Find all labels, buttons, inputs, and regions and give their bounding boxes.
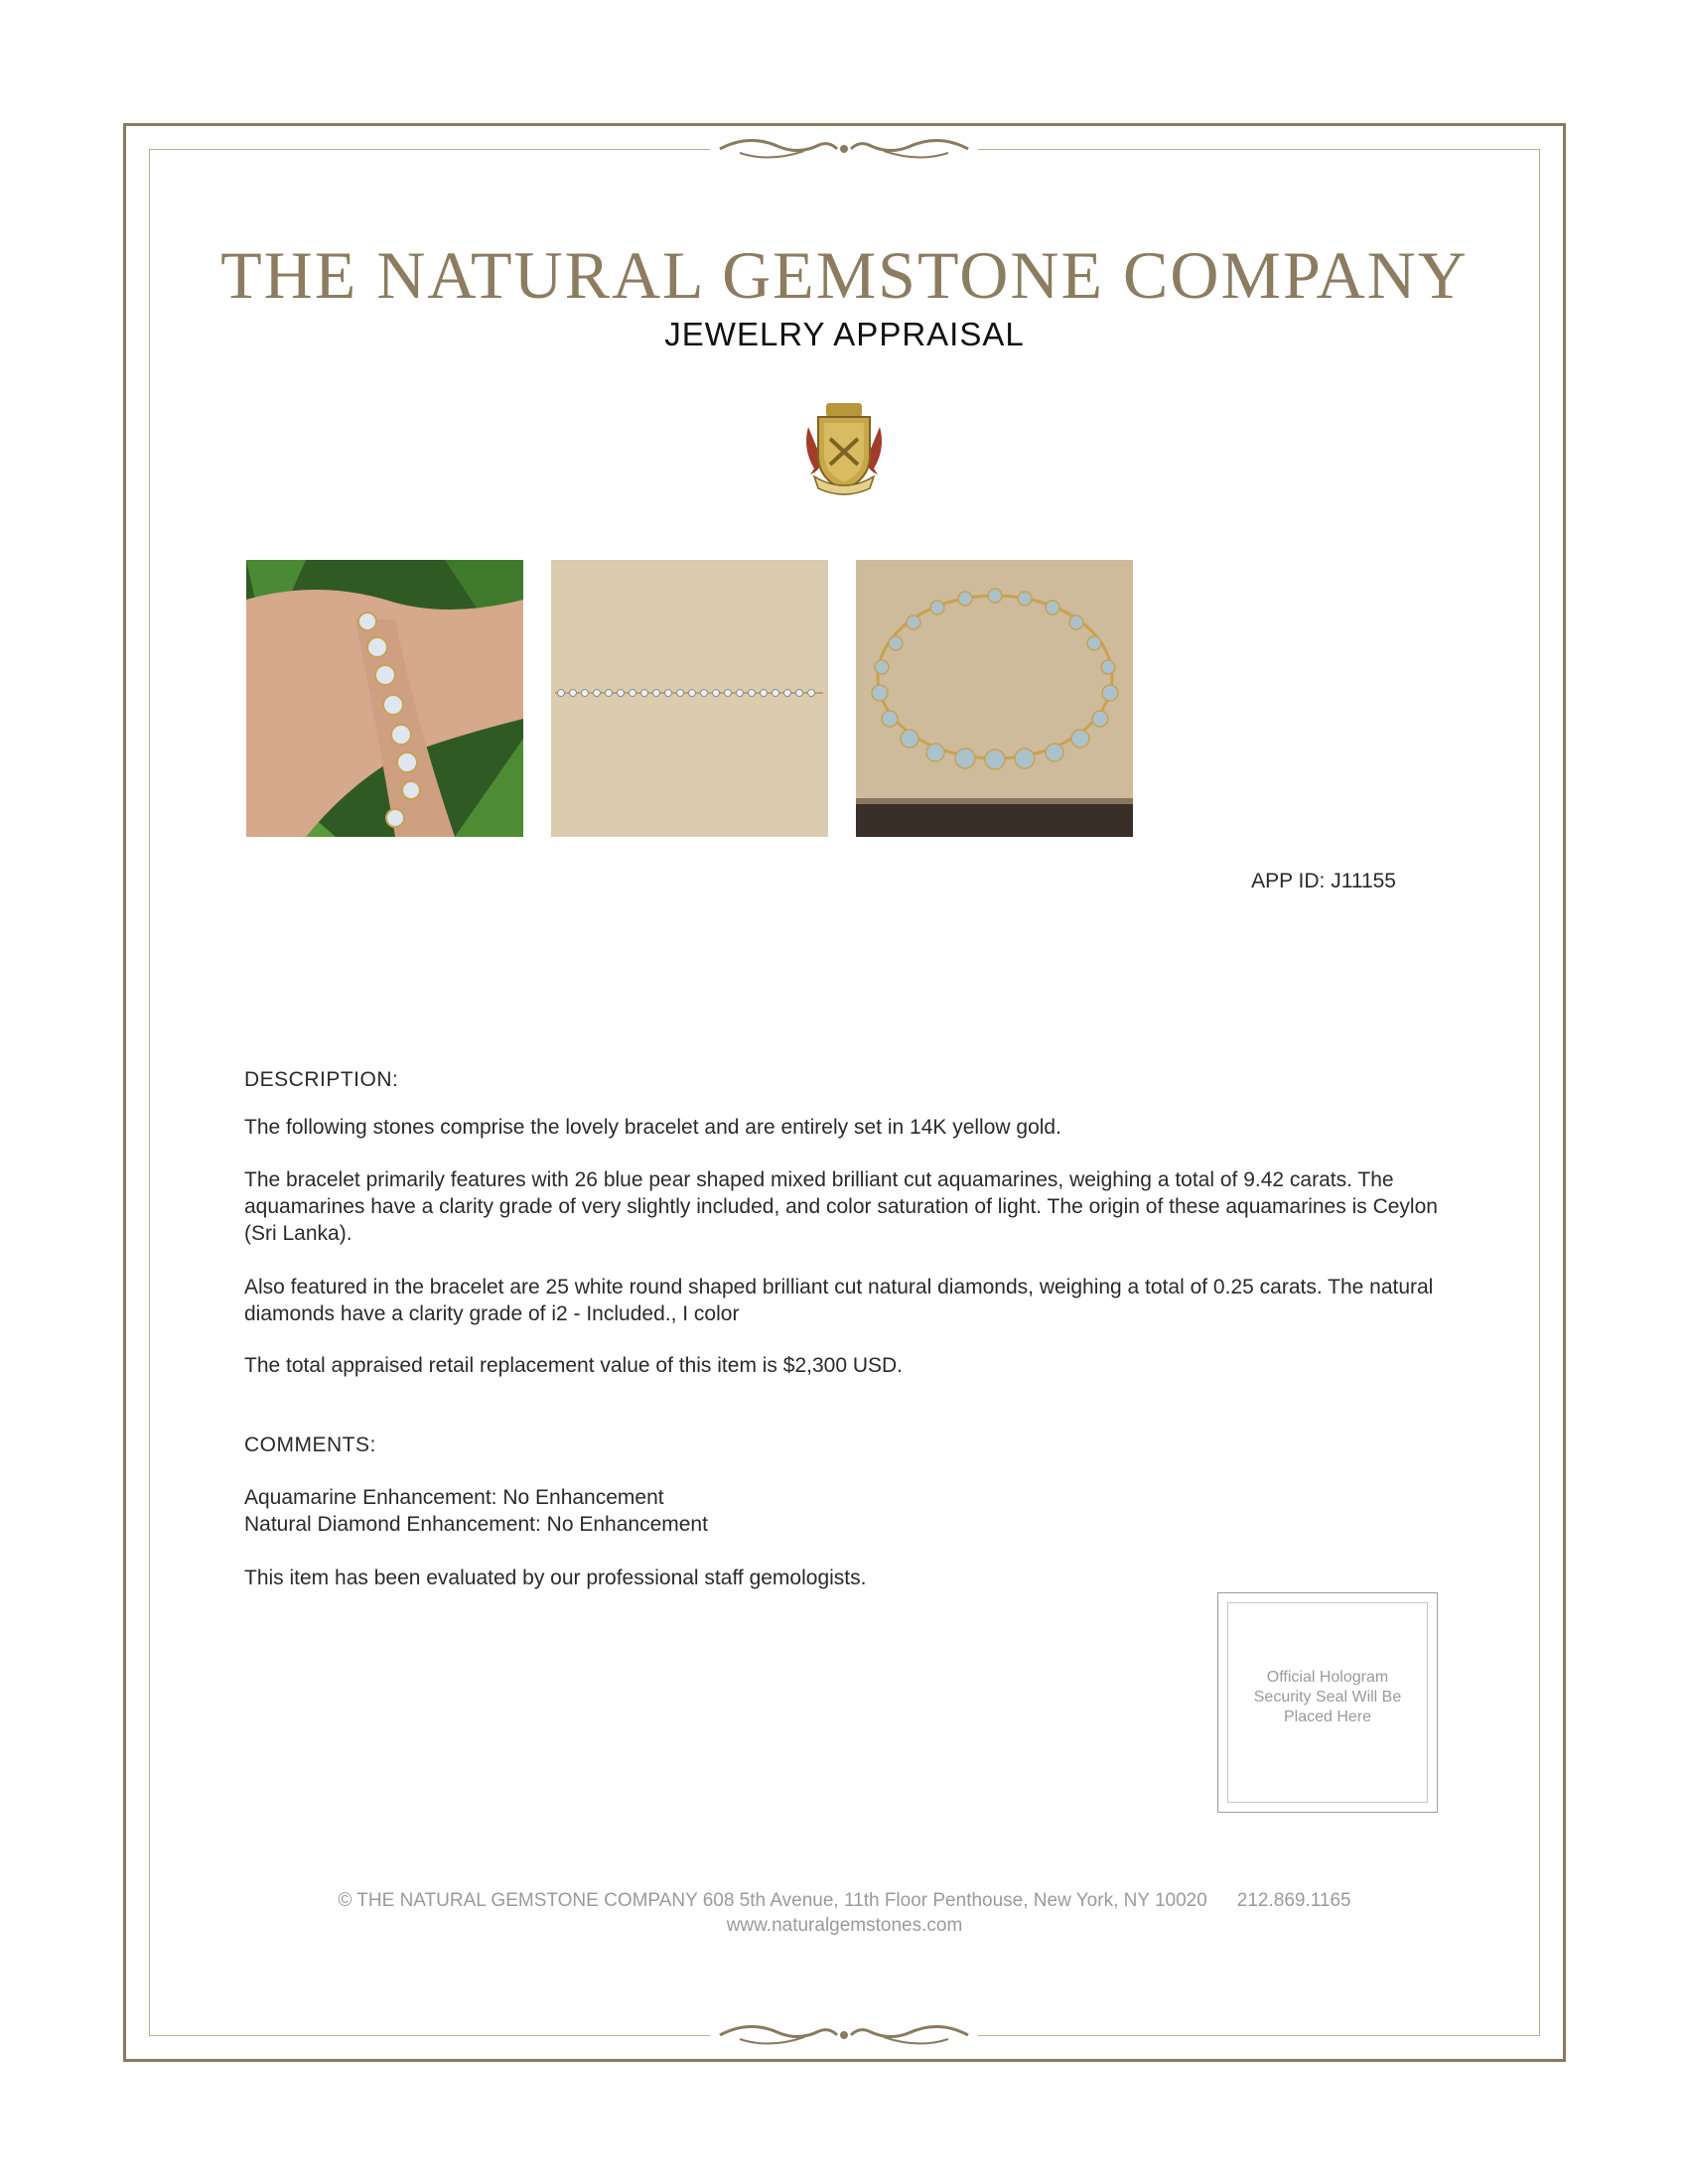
footer-address: © THE NATURAL GEMSTONE COMPANY 608 5th Avenue, 11th Floor Penthouse, New York, NY 10020 xyxy=(338,1890,1207,1911)
photo-bracelet-circle xyxy=(856,560,1133,837)
footer-address-line xyxy=(149,1890,1540,1912)
comment-diamond-enhancement: Natural Diamond Enhancement: No Enhancement xyxy=(244,1513,708,1536)
appraisal-id: APP ID: J11155 xyxy=(1251,870,1396,892)
appraised-value: The total appraised retail replacement value of this item is $2,300 USD. xyxy=(244,1354,904,1377)
document-title: JEWELRY APPRAISAL xyxy=(664,316,1025,352)
evaluation-statement: This item has been evaluated by our professional staff gemologists. xyxy=(244,1567,867,1589)
footer-phone: 212.869.1165 xyxy=(1236,1890,1351,1911)
bottom-flourish-icon xyxy=(710,2015,978,2055)
description-paragraph-3: Also featured in the bracelet are 25 white round shaped brilliant cut natural diamonds, weighing a total of 0.25 carats. The natural diamonds have a clarity grade of i2 - Included., I color xyxy=(244,1276,1434,1325)
company-crest-icon xyxy=(800,399,888,498)
comments-label: COMMENTS: xyxy=(244,1433,376,1456)
photo-bracelet-on-wrist xyxy=(246,560,523,837)
comment-aquamarine-enhancement: Aquamarine Enhancement: No Enhancement xyxy=(244,1486,664,1509)
description-label: DESCRIPTION: xyxy=(244,1068,399,1091)
security-seal-placeholder: Official Hologram Security Seal Will Be Placed Here xyxy=(1253,1669,1402,1725)
top-flourish-icon xyxy=(710,129,978,169)
footer-website[interactable]: www.naturalgemstones.com xyxy=(726,1915,963,1936)
description-paragraph-1: The following stones comprise the lovely bracelet and are entirely set in 14K yellow gold. xyxy=(244,1116,1061,1139)
description-paragraph-2: The bracelet primarily features with 26 blue pear shaped mixed brilliant cut aquamarines, weighing a total of 9.42 carats. The aquamarines have a clarity grade of very slightly included, and color saturation of light. The origin of these aquamarines is Ceylon (Sri Lanka). xyxy=(244,1168,1438,1245)
photo-bracelet-flat xyxy=(551,560,828,837)
company-name: THE NATURAL GEMSTONE COMPANY xyxy=(220,237,1469,313)
